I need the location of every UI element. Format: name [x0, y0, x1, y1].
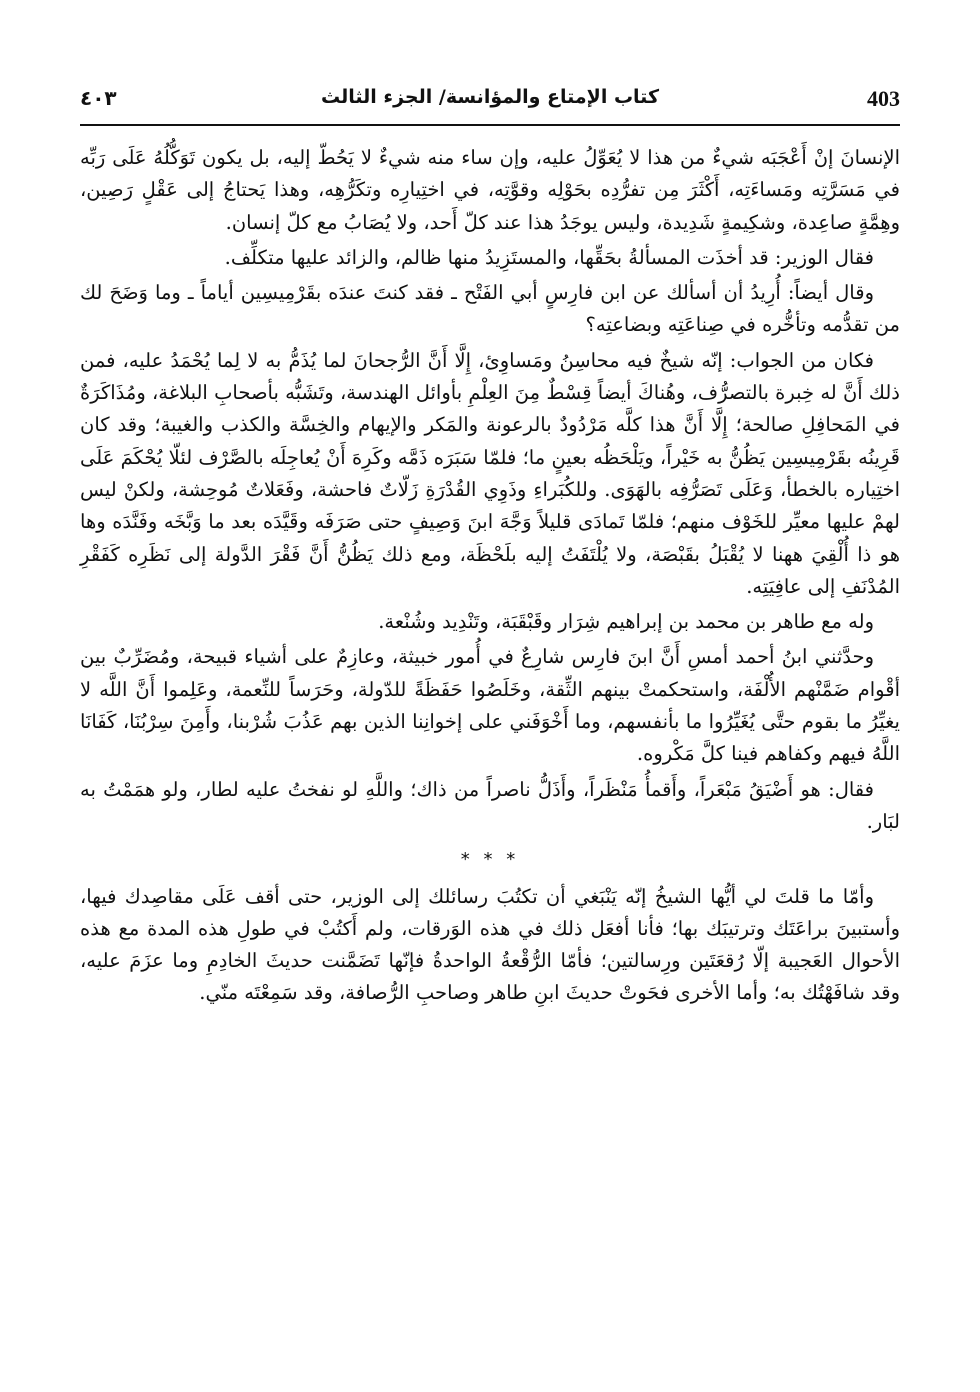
- paragraph: وحدَّثني ابنُ أحمد أمسِ أَنَّ ابنَ فارِس شارِعٌ في أُمور خبيثة، وعازِمٌ على أشياء قبيحة، ومُضَرِّبٌ بين أقْوام ضَمَّنْهم الأُلْفَة، واستحكمتْ بينهم الثِّقة، وخَلَصُوا حَفَظَةً للدّولة، وحَرَساً للنِّعمة، وعَلِموا أَنَّ اللَّه لا يغيِّرُ ما بقوم حتَّى يُغَيِّرُوا ما بأنفسهم، وما أَخْوَفَني على إخوانِنا الذين بهم عَذُبَ شُرْبنا، وأَمِنَ سِرْبُنَا، كَفَانَا اللَّهُ فيهم وكفاهم فينا كلَّ مَكْروه.: [80, 645, 900, 766]
- page-number-arabic: ٤٠٣: [80, 86, 117, 110]
- paragraph: وله مع طاهر بن محمد بن إبراهيم شِرَار وقَبْقَبَة، وتَنْدِيد وشُنْعة.: [378, 610, 874, 634]
- page-header: [80, 82, 900, 126]
- paragraph: فقال الوزير: قد أخذَت المسألةُ بحَقِّها، والمستَزِيدُ منها ظالم، والزائد عليها متكلِّف.: [224, 245, 874, 269]
- page-number-latin: 403: [867, 86, 900, 111]
- paragraph: وأمّا ما قلتَ لي أيُّها الشيخُ إنّه يَنْبَغي أن تكتُبَ رسائلك إلى الوزير، حتى أقف عَلَى مقاصِدك فيها، وأستبينَ براعَتَك وترتيبَك بها؛ فأنا أفعَل ذلك في هذه الوَرقات، ولم أَكتُبْ في طولِ هذه المدة مع هذه الأحوال العَجيبة إلّا رُقعَتَين ورِسالتين؛ فأمّا الرُّقْعةُ الواحدةُ فإنّها تَضَمَّنت حديثَ الخادِمِ وما عزَمَ عليه، وقد شافَهْتُك به؛ وأما الأخرى فحَوتْ حديثَ ابنِ طاهر وصاحبِ الرُّصافة، وقد سَمِعْتَه منّي.: [80, 884, 900, 1005]
- paragraph: وقال أيضاً: أُرِيدُ أن أسألك عن ابن فارِسٍ أبي الفَتْح ـ فقد كنتَ عندَه بقَرْمِيسِين أياماً ـ وما وَضَحَ لك من تقدُّمه وتأخُّره في صِناعَتِه وبضاعتِه؟: [80, 281, 900, 337]
- paragraph: الإنسانَ إنْ أَعْجَبَه شيءٌ من هذا لا يُعَوِّلُ عليه، وإن ساء منه شيءٌ لا يَحُطّ إليه، بل يكون تَوَكُّلُهُ عَلَى رَبِّه في مَسَرَّتِه ومَساءَتِه، أَكْثَرَ مِن تفرُّدِه بحَوْلِه وقوَّتِه، في اختِيارِه وتكَرُّهِه، وهذا يَحتاجُ إلى عَقْلٍ رَصِين، وهِمَّةٍ صاعِدة، وشكِيمةٍ شَدِيدة، وليس يوجَدُ هذا عند كلّ أَحد، ولا يُصَابُ مع كلّ إنسان.: [80, 146, 900, 234]
- paragraph: فكان من الجواب: إنّه شيخٌ فيه محاسِنُ ومَساوِئ، إِلَّا أَنَّ الرُّجحانَ لما يُذَمُّ به لا لِما يُحْمَدُ عليه، فمن ذلك أَنَّ له خِبرة بالتصرُّف، وهُناكَ أيضاً قِسْطٌ مِنَ العِلْمِ بأوائل الهندسة، وتَشَبُّه بأصحابِ البلاغة، ومُذَاكَرَةٌ في المَحافِلِ صالحة؛ إِلَّا أَنَّ هذا كلَّه مَرْدُودٌ بالرعونة والمَكر والإيهام والخِسَّة والكذب والغيبة؛ وقد كان قَرِينُه بقَرْمِيسِين يَظُنُّ به خَيْراً، ويَلْحَظُه بعينٍ ما؛ فلمّا سَبَرَه ذَمَّه وكَرِهَ أَنْ يُعاجِلَه بالصَّرْف لئلّا يُحْكَمَ عَلَى اختِياره بالخطأ، وَعَلَى تَصَرُّفِه بالهَوَى. وللكُبَراءِ وذَوِي القُدْرَةِ زَلّاتٌ فاحشة، وفَعَلاتٌ مُوحِشة، ولكنْ ليس لهمْ عليها معيِّر للخَوْف منهم؛ فلمّا تَمادَى قليلاً وَجَّهَ ابنَ وَصِيفٍ حتى صَرَفَه وقَيَّدَه بعد ما وَبَّخَه وفَنَّدَه وها هو ذا أُلْقِيَ ههنا لا يُقْبَلُ بقَبْصَة، ولا يُلْتَفَتُ إليه بلَحْظَة، ومع ذلك يَظُنُّ أَنَّ فَقْرَ الدَّولة إلى نَظَرِه كَفَقْرِ المُدْنَفِ إلى عافِيَتِه.: [80, 348, 900, 598]
- section-divider: * * *: [460, 849, 520, 871]
- paragraph: فقال: هو أَضْيَقُ مَبْعَراً، وأَقمأُ مَنْظَراً، وأَذَلُّ ناصراً من ذاك؛ واللَّهِ لو نفختُ عليه لطار، ولو همَمْتُ به لبَار.: [80, 777, 900, 833]
- body-text: [80, 142, 900, 1013]
- running-title: كتاب الإمتاع والمؤانسة/ الجزء الثالث: [321, 86, 659, 108]
- header-rule: [80, 124, 900, 126]
